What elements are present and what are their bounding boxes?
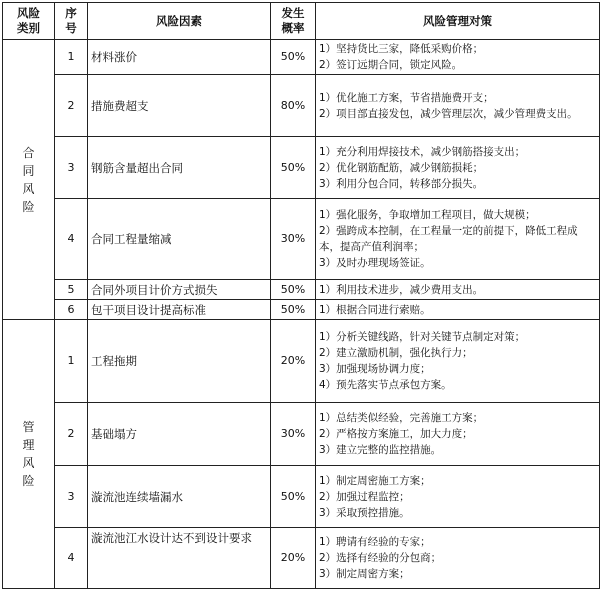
measure-line: 2）优化钢筋配筋，减少钢筋损耗；	[319, 161, 484, 174]
measure-line: 2）强跨成本控制，在工程量一定的前提下，降低工程成本，提高产值利润率；	[319, 225, 578, 253]
measures-cell	[316, 528, 600, 589]
table-row	[3, 403, 600, 466]
risk-factor: 合同工程量缩减	[88, 199, 271, 280]
category-cell: 合同风险	[3, 40, 55, 320]
probability: 50%	[271, 466, 316, 528]
probability: 50%	[271, 137, 316, 199]
measure-line: 3）采取预控措施。	[319, 506, 410, 519]
measure-line: 1）根据合同进行索赔。	[319, 303, 431, 316]
category-cell: 管理风险	[3, 320, 55, 589]
risk-factor: 工程拖期	[88, 320, 271, 403]
table-row	[3, 280, 600, 300]
header-measures: 风险管理对策	[316, 3, 600, 40]
measures-cell	[316, 466, 600, 528]
header-category: 风险类别	[3, 3, 55, 40]
measure-line: 1）总结类似经验，完善施工方案；	[319, 412, 484, 424]
measure-line: 3）制定周密方案；	[319, 568, 410, 580]
probability: 30%	[271, 403, 316, 466]
header-no: 序号	[55, 3, 88, 40]
measures-cell	[316, 137, 600, 199]
measure-line: 2）项目部直接发包，减少管理层次，减少管理费支出。	[319, 107, 578, 120]
row-no: 3	[55, 137, 88, 199]
measure-line: 2）加强过程监控；	[319, 490, 410, 503]
measure-line: 3）及时办理现场签证。	[319, 257, 431, 269]
measures-cell	[316, 75, 600, 137]
header-row	[3, 3, 600, 40]
row-no: 3	[55, 466, 88, 528]
row-no: 2	[55, 403, 88, 466]
row-no: 6	[55, 300, 88, 320]
table-row	[3, 320, 600, 403]
table-row	[3, 40, 600, 75]
table-row	[3, 466, 600, 528]
measures-cell	[316, 300, 600, 320]
measure-line: 1）利用技术进步，减少费用支出。	[319, 283, 484, 296]
measure-line: 1）聘请有经验的专家；	[319, 536, 431, 548]
measures-cell	[316, 403, 600, 466]
probability: 50%	[271, 40, 316, 75]
row-no: 2	[55, 75, 88, 137]
measure-line: 3）利用分包合同，转移部分损失。	[319, 177, 484, 190]
risk-factor: 基础塌方	[88, 403, 271, 466]
measure-line: 1）坚持货比三家，降低采购价格；	[319, 43, 484, 55]
table-row	[3, 75, 600, 137]
probability: 20%	[271, 320, 316, 403]
table-row	[3, 137, 600, 199]
measures-cell	[316, 40, 600, 75]
risk-factor: 措施费超支	[88, 75, 271, 137]
measure-line: 1）分析关键线路，针对关键节点制定对策；	[319, 331, 526, 343]
row-no: 4	[55, 199, 88, 280]
table-row	[3, 528, 600, 589]
measure-line: 1）制定周密施工方案；	[319, 474, 431, 487]
risk-management-table	[2, 2, 600, 589]
measure-line: 2）严格按方案施工，加大力度；	[319, 428, 473, 440]
table-row	[3, 300, 600, 320]
measures-cell	[316, 320, 600, 403]
probability: 30%	[271, 199, 316, 280]
measure-line: 3）建立完整的监控措施。	[319, 444, 442, 456]
header-factor: 风险因素	[88, 3, 271, 40]
measure-line: 2）选择有经验的分包商；	[319, 552, 442, 564]
measure-line: 2）建立激励机制，强化执行力；	[319, 347, 473, 359]
row-no: 5	[55, 280, 88, 300]
row-no: 4	[55, 528, 88, 589]
measure-line: 1）优化施工方案，节省措施费开支；	[319, 91, 494, 104]
measure-line: 3）加强现场协调力度；	[319, 363, 431, 375]
risk-factor: 漩流池连续墙漏水	[88, 466, 271, 528]
risk-factor: 漩流池江水设计达不到设计要求	[88, 528, 271, 589]
header-probability: 发生概率	[271, 3, 316, 40]
risk-factor: 包干项目设计提高标准	[88, 300, 271, 320]
probability: 50%	[271, 280, 316, 300]
risk-factor: 合同外项目计价方式损失	[88, 280, 271, 300]
measure-line: 4）预先落实节点承包方案。	[319, 379, 452, 391]
measure-line: 1）强化服务，争取增加工程项目，做大规模；	[319, 209, 536, 221]
probability: 50%	[271, 300, 316, 320]
row-no: 1	[55, 320, 88, 403]
measure-line: 2）签订远期合同，锁定风险。	[319, 59, 463, 71]
measures-cell	[316, 199, 600, 280]
probability: 20%	[271, 528, 316, 589]
risk-factor: 材料涨价	[88, 40, 271, 75]
risk-factor: 钢筋含量超出合同	[88, 137, 271, 199]
measure-line: 1）充分利用焊接技术，减少钢筋搭接支出；	[319, 145, 526, 158]
measures-cell	[316, 280, 600, 300]
table-row	[3, 199, 600, 280]
row-no: 1	[55, 40, 88, 75]
probability: 80%	[271, 75, 316, 137]
